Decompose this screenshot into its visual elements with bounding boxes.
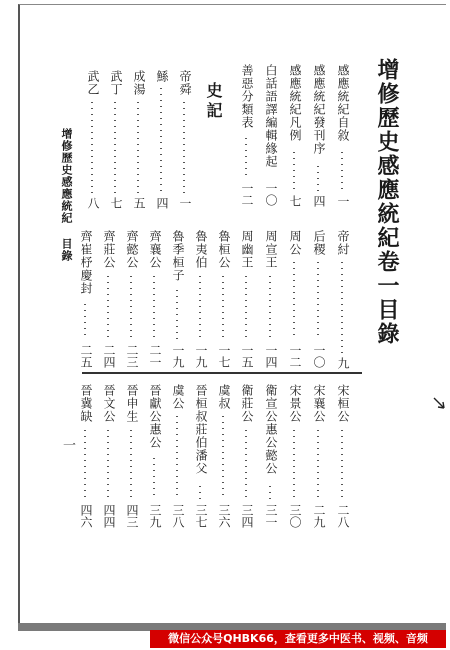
- toc-entry-page: 七: [109, 197, 123, 209]
- toc-entry-label: 衛宣公惠公懿公: [264, 384, 278, 475]
- toc-entry-label: 宋景公: [288, 384, 302, 423]
- leader-dots: [176, 416, 178, 500]
- leader-dots: [160, 88, 162, 193]
- toc-entry-page: 四四: [102, 504, 116, 528]
- toc-entry-page: 八: [86, 197, 100, 209]
- toc-entry: [240, 384, 256, 530]
- leader-dots: [91, 102, 93, 193]
- toc-entry-page: 一九: [171, 344, 185, 368]
- toc-entry-label: 魯季桓子: [171, 230, 185, 282]
- toc-entry-page: 三八: [171, 504, 185, 528]
- toc-entry: [102, 384, 118, 530]
- toc-entry: [312, 384, 328, 530]
- toc-entry-page: 五: [132, 197, 146, 209]
- leader-dots: [317, 262, 319, 340]
- toc-entry-page: 一〇: [312, 344, 326, 368]
- toc-entry: [288, 64, 304, 208]
- toc-entry-page: 二九: [312, 504, 326, 528]
- toc-entry-label: 周宣王: [264, 230, 278, 269]
- toc-entry-label: 衛莊公: [240, 384, 254, 423]
- toc-entry: [155, 70, 171, 210]
- toc-entry-page: 一: [178, 197, 192, 209]
- toc-entry-page: 四三: [125, 504, 139, 528]
- leader-dots: [269, 486, 271, 500]
- toc-entry-page: 一二: [288, 344, 302, 368]
- leader-dots: [130, 276, 132, 340]
- toc-entry-page: 一五: [240, 344, 254, 368]
- leader-dots: [183, 102, 185, 193]
- section-divider: [82, 372, 362, 374]
- toc-entry-page: 四: [312, 195, 326, 207]
- toc-entry-label: 齊懿公: [125, 230, 139, 269]
- toc-entry-label: 魯桓公: [217, 230, 231, 269]
- toc-entry: [288, 384, 304, 530]
- toc-entry: [79, 384, 95, 530]
- leader-dots: [222, 416, 224, 500]
- toc-entry-page: 一: [336, 195, 350, 207]
- toc-entry: [288, 230, 304, 370]
- toc-entry-label: 成湯: [132, 70, 146, 96]
- toc-entry-label: 虞叔: [217, 384, 231, 410]
- toc-entry-label: 感應統紀自敘: [336, 64, 350, 142]
- toc-entry-label: 宋襄公: [312, 384, 326, 423]
- leader-dots: [293, 152, 295, 191]
- toc-entry-page: 二五: [79, 344, 93, 368]
- toc-entry: [125, 230, 141, 370]
- leader-dots: [107, 430, 109, 500]
- leader-dots: [114, 102, 116, 193]
- toc-entry: [125, 384, 141, 530]
- toc-entry-page: 三一: [264, 504, 278, 528]
- leader-dots: [341, 152, 343, 191]
- toc-entry-label: 齊莊公: [102, 230, 116, 269]
- side-title: 增修歷史感應統紀 目錄: [60, 128, 73, 262]
- toc-entry-label: 魯夷伯: [194, 230, 208, 269]
- toc-entry-label: 帝紂: [336, 230, 350, 256]
- toc-entry-page: 三七: [194, 504, 208, 528]
- toc-entry-label: 感應統紀發刊序: [312, 64, 326, 155]
- toc-entry: [264, 384, 280, 530]
- toc-entry: [171, 384, 187, 530]
- toc-entry-page: 七: [288, 195, 302, 207]
- arrow-icon: [432, 396, 446, 410]
- toc-entry-label: 武丁: [109, 70, 123, 96]
- toc-entry-label: 周公: [288, 230, 302, 256]
- toc-entry-page: 三〇: [288, 504, 302, 528]
- toc-entry: [109, 70, 125, 210]
- toc-entry: [312, 64, 328, 208]
- side-page-number: 一: [60, 438, 75, 451]
- toc-entry-label: 晉申生: [125, 384, 139, 423]
- toc-entry: [217, 230, 233, 370]
- toc-entry-label: 帝舜: [178, 70, 192, 96]
- toc-entry-label: 鯀: [155, 70, 169, 83]
- leader-dots: [153, 276, 155, 340]
- toc-entry: [240, 230, 256, 370]
- leader-dots: [245, 276, 247, 340]
- toc-entry-label: 虞公: [171, 384, 185, 410]
- toc-entry-label: 宋桓公: [336, 384, 350, 423]
- toc-entry-page: 一四: [264, 344, 278, 368]
- leader-dots: [293, 430, 295, 500]
- toc-entry-label: 武乙: [86, 70, 100, 96]
- leader-dots: [245, 430, 247, 500]
- leader-dots: [84, 430, 86, 500]
- toc-entry-page: 一九: [194, 344, 208, 368]
- toc-entry-page: 三九: [148, 504, 162, 528]
- toc-entry-label: 晉桓叔莊伯潘父: [194, 384, 208, 475]
- toc-entry-page: 四六: [79, 504, 93, 528]
- toc-entry: [336, 230, 352, 370]
- leader-dots: [84, 304, 86, 340]
- toc-entry: [194, 230, 210, 370]
- leader-dots: [199, 486, 201, 500]
- toc-entry: [132, 70, 148, 210]
- toc-entry: [148, 384, 164, 530]
- leader-dots: [107, 276, 109, 340]
- leader-dots: [199, 276, 201, 340]
- promo-banner: 微信公众号QHBK66，查看更多中医书、视频、音频: [150, 630, 446, 648]
- toc-entry: [148, 230, 164, 370]
- toc-entry-page: 二三: [125, 344, 139, 368]
- toc-entry-label: 齊崔杼慶封: [79, 230, 93, 295]
- toc-entry: [264, 64, 280, 208]
- toc-entry: [194, 384, 210, 530]
- toc-entry: [217, 384, 233, 530]
- toc-entry-label: 晉獻公惠公: [148, 384, 162, 449]
- book-title: 增修歷史感應統紀卷一目錄: [374, 58, 400, 346]
- toc-entry-label: 周幽王: [240, 230, 254, 269]
- toc-entry: [336, 64, 352, 208]
- toc-entry-page: 一〇: [264, 182, 278, 206]
- leader-dots: [222, 276, 224, 340]
- leader-dots: [137, 102, 139, 193]
- toc-entry: [79, 230, 95, 370]
- toc-entry-label: 晉冀缺: [79, 384, 93, 423]
- leader-dots: [317, 166, 319, 191]
- toc-entry: [312, 230, 328, 370]
- toc-entry-label: 齊襄公: [148, 230, 162, 269]
- toc-entry-label: 白話語譯編輯緣起: [264, 64, 278, 168]
- toc-entry: [86, 70, 102, 210]
- section-title: 史記: [204, 82, 223, 122]
- toc-entry-page: 二四: [102, 344, 116, 368]
- toc-entry-label: 晉文公: [102, 384, 116, 423]
- leader-dots: [341, 430, 343, 500]
- leader-dots: [317, 430, 319, 500]
- leader-dots: [130, 430, 132, 500]
- toc-entry-page: 三四: [240, 504, 254, 528]
- toc-entry: [336, 384, 352, 530]
- leader-dots: [176, 290, 178, 340]
- toc-entry-page: 二一: [148, 344, 162, 368]
- toc-entry-page: 四: [155, 197, 169, 209]
- leader-dots: [269, 276, 271, 340]
- toc-entry: [102, 230, 118, 370]
- toc-entry-page: 九: [336, 357, 350, 369]
- toc-entry-page: 一二: [240, 182, 254, 206]
- toc-entry: [264, 230, 280, 370]
- toc-entry-label: 善惡分類表: [240, 64, 254, 129]
- toc-entry-label: 感應統紀凡例: [288, 64, 302, 142]
- leader-dots: [245, 138, 247, 178]
- toc-entry-page: 二八: [336, 504, 350, 528]
- leader-dots: [341, 262, 343, 353]
- leader-dots: [153, 458, 155, 500]
- toc-entry-page: 一七: [217, 344, 231, 368]
- toc-entry: [178, 70, 194, 210]
- leader-dots: [293, 262, 295, 340]
- toc-entry-page: 三六: [217, 504, 231, 528]
- toc-entry-label: 后稷: [312, 230, 326, 256]
- toc-entry: [240, 64, 256, 208]
- toc-entry: [171, 230, 187, 370]
